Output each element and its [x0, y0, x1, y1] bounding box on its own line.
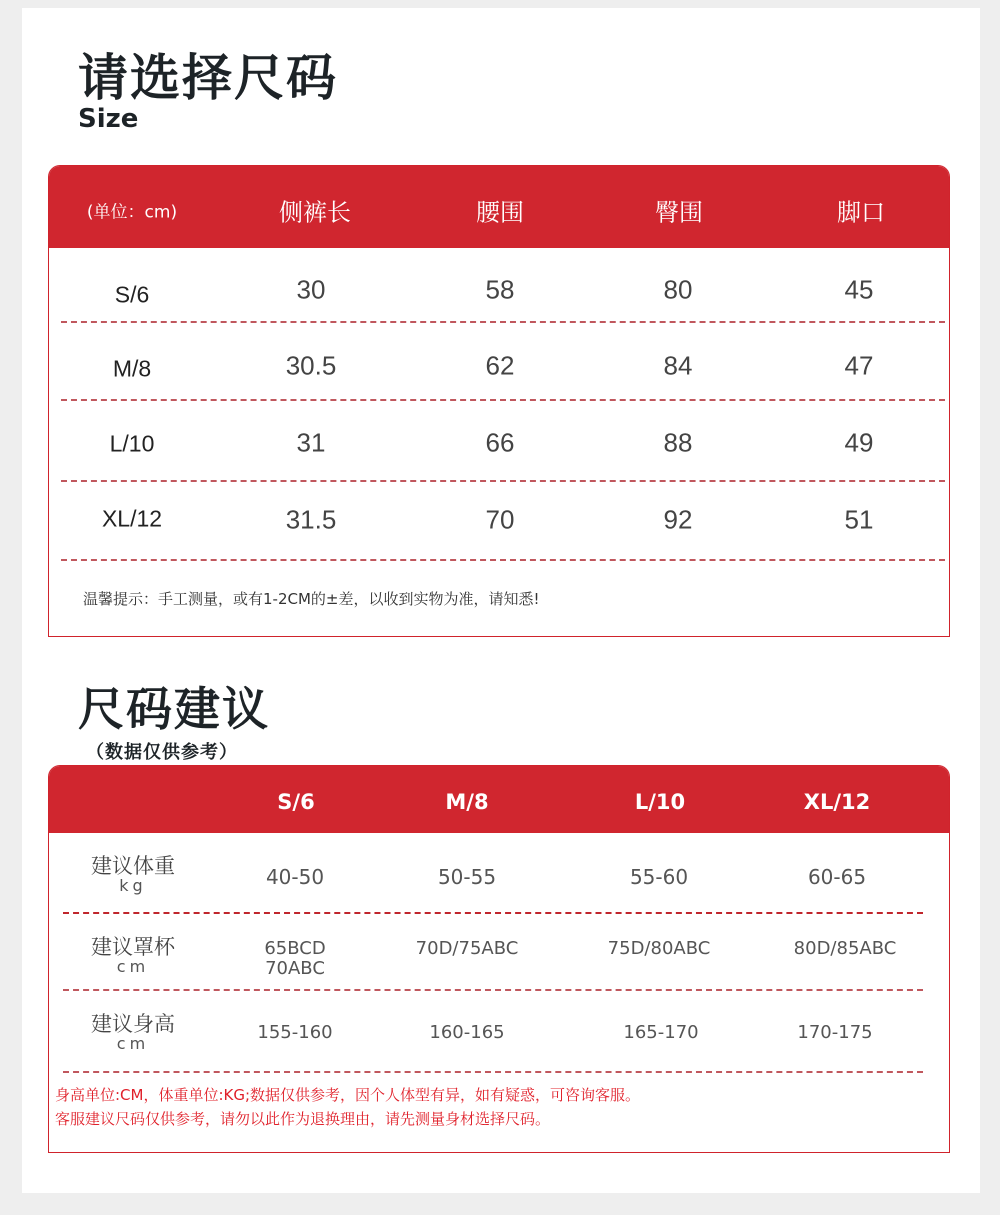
header-size-m: M/8 [445, 790, 489, 814]
header-leg-opening: 脚口 [837, 198, 885, 227]
table-cell: 155-160 [257, 1022, 333, 1043]
header-size-l: L/10 [634, 790, 686, 814]
size-label: L/10 [109, 430, 155, 457]
header-size-s: S/6 [277, 790, 315, 814]
table-cell: 84 [663, 350, 693, 381]
recommend-section-title: 尺码建议 [78, 682, 270, 736]
table-cell: 88 [663, 427, 693, 458]
row-label-cup: 建议罩杯 cm [91, 935, 175, 976]
size-label: M/8 [112, 355, 152, 382]
table-cell: 58 [485, 274, 515, 305]
size-table [48, 165, 950, 637]
recommend-section-subtitle: （数据仅供参考） [86, 742, 238, 763]
size-section-title: 请选择尺码 [78, 49, 338, 107]
table-cell: 40-50 [265, 865, 325, 889]
table-cell: 50-55 [437, 865, 497, 889]
table-cell: 31.5 [285, 504, 337, 535]
row-divider [63, 912, 923, 914]
note-units: 身高单位:CM，体重单位:KG;数据仅供参考，因个人体型有异，如有疑惑，可咨询客服。 [55, 1086, 641, 1104]
size-label: S/6 [114, 281, 150, 308]
header-unit: (单位：cm) [86, 202, 178, 223]
row-divider [63, 989, 923, 991]
table-cell: 51 [844, 504, 874, 535]
table-cell: 55-60 [629, 865, 689, 889]
size-label: XL/12 [101, 505, 163, 532]
table-cell: 70 [485, 504, 515, 535]
measurement-tip: 温馨提示：手工测量，或有1-2CM的±差，以收到实物为准，请知悉! [83, 590, 540, 608]
table-cell: 75D/80ABC [607, 938, 711, 959]
table-cell: 70D/75ABC [415, 938, 519, 959]
table-cell: 80 [663, 274, 693, 305]
table-cell: 45 [844, 274, 874, 305]
header-size-xl: XL/12 [803, 790, 871, 814]
table-cell: 47 [844, 350, 874, 381]
table-cell: 49 [844, 427, 874, 458]
row-divider [63, 1071, 923, 1073]
table-cell: 30 [296, 274, 326, 305]
table-cell: 65BCD 70ABC [264, 938, 326, 979]
table-cell: 170-175 [797, 1022, 873, 1043]
header-hip: 臀围 [655, 198, 703, 227]
table-cell: 92 [663, 504, 693, 535]
table-cell: 66 [485, 427, 515, 458]
header-side-length: 侧裤长 [279, 198, 351, 227]
recommendation-table [48, 765, 950, 1153]
table-cell: 62 [485, 350, 515, 381]
table-cell: 165-170 [623, 1022, 699, 1043]
row-divider [61, 321, 945, 323]
header-waist: 腰围 [476, 198, 524, 227]
note-disclaimer: 客服建议尺码仅供参考，请勿以此作为退换理由，请先测量身材选择尺码。 [55, 1110, 551, 1128]
row-label-weight: 建议体重 kg [91, 854, 175, 895]
table-cell: 30.5 [285, 350, 337, 381]
table-cell: 31 [296, 427, 326, 458]
size-section-subtitle: Size [78, 104, 139, 134]
row-divider [61, 559, 945, 561]
row-divider [61, 399, 945, 401]
row-label-height: 建议身高 cm [91, 1012, 175, 1053]
table-cell: 80D/85ABC [793, 938, 897, 959]
size-table-header [49, 166, 949, 248]
recommendation-table-header [49, 766, 949, 833]
row-divider [61, 480, 945, 482]
table-cell: 60-65 [807, 865, 867, 889]
table-cell: 160-165 [429, 1022, 505, 1043]
